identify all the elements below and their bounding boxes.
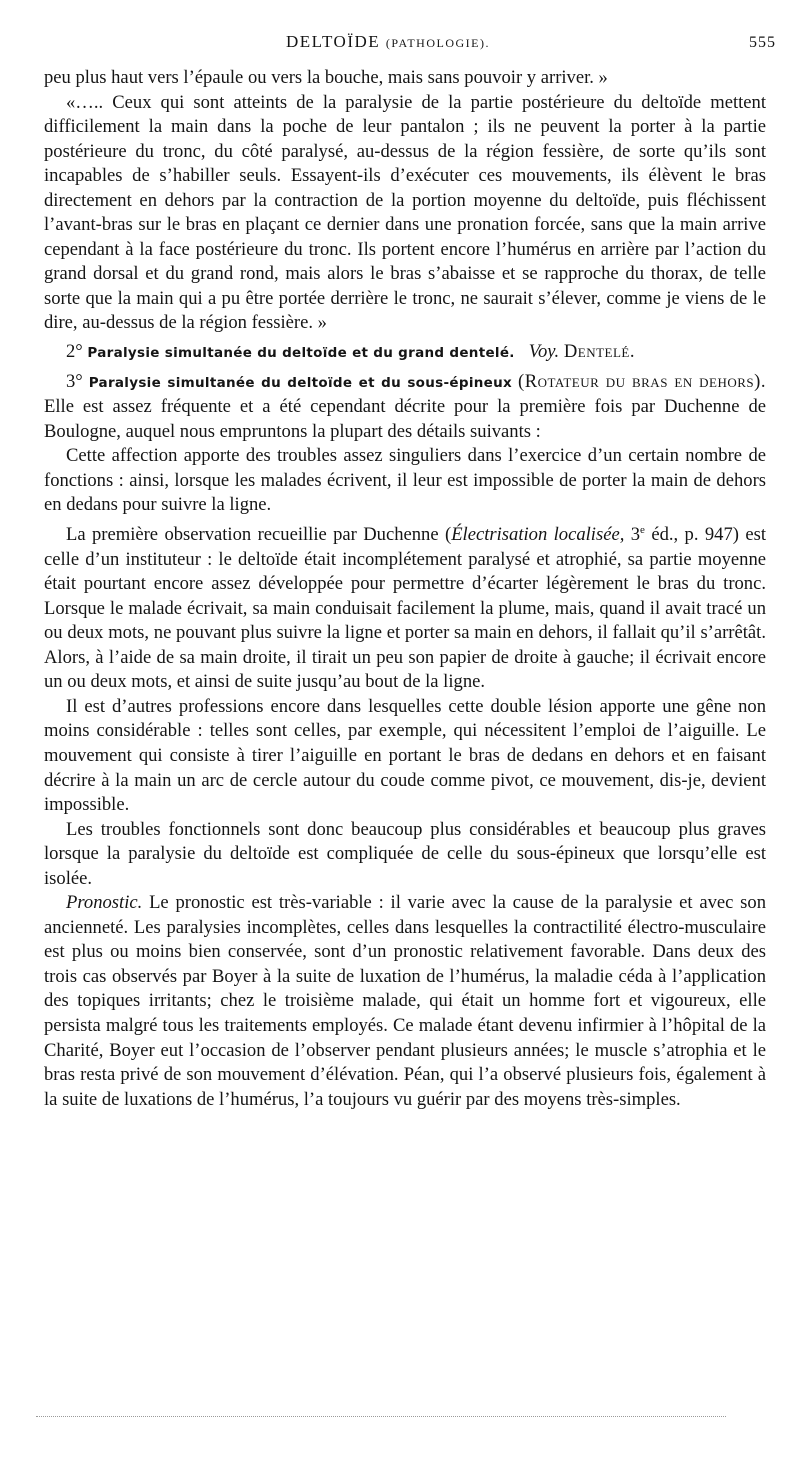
paragraph-5	[44, 518, 766, 695]
section-2-heading-line	[44, 340, 766, 366]
section-3-text: Elle est assez fréquente et a été cependant décrite pour la première fois par Duchenne de Boulogne, auquel nous empruntons la plupart des détails suivants :	[44, 396, 766, 442]
section-3-number: 3°	[66, 370, 83, 392]
section-3-heading: Paralysie simultanée du deltoïde et du sous-épineux	[88, 374, 513, 391]
paragraph-4: Cette affection apporte des troubles assez singuliers dans l’exercice d’un certain nombre de fonctions : ainsi, lorsque les malades écrivent, il leur est impossible de porter la main de dehors en dedans pour suivre la ligne.	[44, 445, 766, 516]
section-2-number: 2°	[66, 341, 83, 363]
running-title-sub: (PATHOLOGIE).	[385, 36, 490, 50]
page-number: 555	[749, 34, 776, 51]
paragraph-2: «….. Ceux qui sont atteints de la paralysie de la partie postérieure du deltoïde mettent difficilement la main dans la poche de leur pantalon ; ils ne peuvent la porter à la partie postérieure du tronc, du côté paralysé, au-dessus de la région fessière, de sorte qu’ils sont incapables de s’habiller seuls. Essayent-ils d’exécuter ces mouvements, ils élèvent le bras directement en dehors par la contraction de la portion moyenne du deltoïde, puis fléchissent l’avant-bras sur le bras en plaçant ce dernier dans une pronation forcée, sans que la main arrive cependant à la face postérieure du tronc. Ils portent encore l’humérus en arrière par l’action du grand dorsal et du grand rond, mais alors le bras s’abaisse et se rapproche du thorax, de telle sorte que la main qui a pu être portée derrière le tronc, ne saurait s’élever, comme je viens de le dire, au-dessus de la région fessière. »	[44, 91, 766, 334]
section-3-paragraph	[44, 370, 766, 445]
edition-number: 3	[630, 524, 641, 546]
section-2-crossref: Dentelé.	[563, 341, 635, 363]
paragraph-7: Les troubles fonctionnels sont donc beaucoup plus considérables et beaucoup plus graves lorsque la paralysie du deltoïde est compliquée de celle du sous-épineux que lorsqu’elle est isolée.	[44, 818, 766, 889]
paragraph-5-rest: éd., p. 947) est celle d’un instituteur : le deltoïde était incomplétement paralysé et atrophié, sa partie moyenne était pourtant encore assez développée pour permettre d’écarter légèrement le bras du tronc. Lorsque le malade écrivait, sa main conduisait facilement la plume, mais, quand il avait tracé un ou deux mots, ne pouvant plus suivre la ligne et porter sa main en dehors, il fallait qu’il s’arrêtât. Alors, à l’aide de sa main droite, il tirait un peu son papier de droite à gauche; il écrivait encore un ou deux mots, et ainsi de suite jusqu’au bout de la ligne.	[44, 524, 766, 693]
paragraph-8	[44, 891, 766, 1112]
edition-superscript: e	[640, 523, 645, 536]
section-3-parenthetical: (Rotateur du bras en dehors).	[518, 370, 767, 392]
body-text	[44, 66, 766, 1112]
page	[44, 26, 776, 1112]
cited-work: Électrisation localisée,	[451, 524, 625, 546]
paragraph-6: Il est d’autres professions encore dans lesquelles cette double lésion apporte une gêne non moins considérable : telles sont celles, par exemple, qui nécessitent l’emploi de l’aiguille. Le mouvement qui consiste à tirer l’aiguille en portant le bras de dedans en dehors et en faisant décrire à la main un arc de cercle autour du coude comme pivot, ce mouvement, dis-je, devient impossible.	[44, 695, 766, 816]
pronostic-label: Pronostic.	[66, 892, 143, 914]
running-title-main: DELTOÏDE	[286, 32, 381, 51]
paragraph-1: peu plus haut vers l’épaule ou vers la bouche, mais sans pouvoir y arriver. »	[44, 67, 608, 88]
section-2-heading: Paralysie simultanée du deltoïde et du grand dentelé.	[87, 345, 515, 362]
section-2-voy: Voy.	[528, 341, 560, 363]
paragraph-5-start: La première observation recueillie par Duchenne (	[66, 524, 452, 546]
pronostic-text: Le pronostic est très-variable : il varie avec la cause de la paralysie et avec son ancienneté. Les paralysies incomplètes, celles dans lesquelles la contractilité électro-musculaire est plus ou moins bien conservée, sont d’un pronostic relativement favorable. Dans deux des trois cas observés par Boyer à la suite de luxation de l’humérus, la maladie céda à l’application des topiques irritants; chez le troisième malade, qui était un homme fort et vigoureux, elle persista malgré tous les traitements employés. Ce malade étant devenu infirmier à l’hôpital de la Charité, Boyer eut l’occasion de l’observer pendant plusieurs années; le muscle s’atrophia et le bras resta privé de son mouvement d’élévation. Péan, qui l’a observé plusieurs fois, également à la suite de luxations de l’humérus, l’a toujours vu guérir par des moyens très-simples.	[44, 892, 766, 1110]
running-title	[286, 32, 490, 52]
running-header	[44, 26, 776, 52]
footer-dotted-rule	[36, 1416, 726, 1417]
